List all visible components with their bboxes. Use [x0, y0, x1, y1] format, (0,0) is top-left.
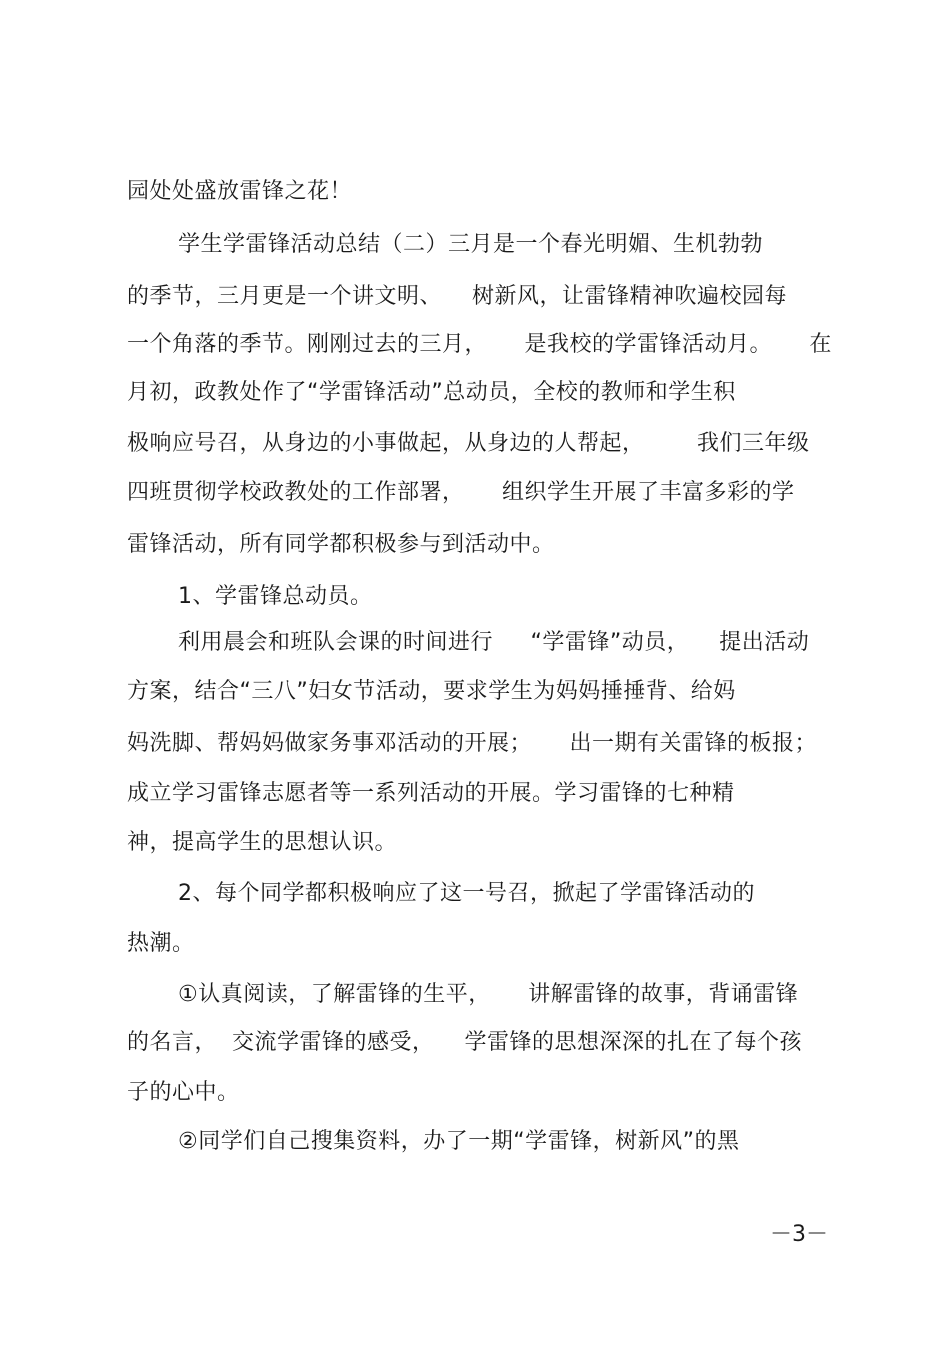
- text-line: 妈洗脚、帮妈妈做家务事邓活动的开展； 出一期有关雷锋的板报；: [127, 731, 817, 756]
- text-line: 热潮。: [127, 931, 195, 956]
- text-line: 利用晨会和班队会课的时间进行 “学雷锋”动员， 提出活动: [178, 630, 810, 655]
- text-line: ②同学们自己搜集资料，办了一期“学雷锋，树新风”的黑: [178, 1129, 740, 1154]
- text-line: ①认真阅读，了解雷锋的生平， 讲解雷锋的故事，背诵雷锋: [178, 982, 799, 1007]
- page-number: －3－: [770, 1222, 828, 1247]
- text-line: 极响应号召，从身边的小事做起，从身边的人帮起， 我们三年级: [127, 431, 810, 456]
- text-line: 园处处盛放雷锋之花！: [127, 179, 353, 204]
- text-line: 2、每个同学都积极响应了这一号召，掀起了学雷锋活动的: [178, 881, 755, 906]
- text-line: 的名言， 交流学雷锋的感受， 学雷锋的思想深深的扎在了每个孩: [127, 1030, 802, 1055]
- text-line: 神，提高学生的思想认识。: [127, 830, 398, 855]
- text-line: 一个角落的季节。刚刚过去的三月， 是我校的学雷锋活动月。 在: [127, 332, 832, 357]
- text-line: 子的心中。: [127, 1080, 240, 1105]
- text-line: 四班贯彻学校政教处的工作部署， 组织学生开展了丰富多彩的学: [127, 480, 795, 505]
- text-line: 1、学雷锋总动员。: [178, 584, 373, 609]
- text-line: 雷锋活动，所有同学都积极参与到活动中。: [127, 532, 555, 557]
- text-line: 的季节，三月更是一个讲文明、 树新风，让雷锋精神吹遍校园每: [127, 284, 787, 309]
- text-line: 月初，政教处作了“学雷锋活动”总动员，全校的教师和学生积: [127, 380, 736, 405]
- text-line: 学生学雷锋活动总结（二）三月是一个春光明媚、生机勃勃: [178, 232, 764, 257]
- text-line: 成立学习雷锋志愿者等一系列活动的开展。学习雷锋的七种精: [127, 781, 735, 806]
- text-line: 方案，结合“三八”妇女节活动，要求学生为妈妈捶捶背、给妈: [127, 679, 736, 704]
